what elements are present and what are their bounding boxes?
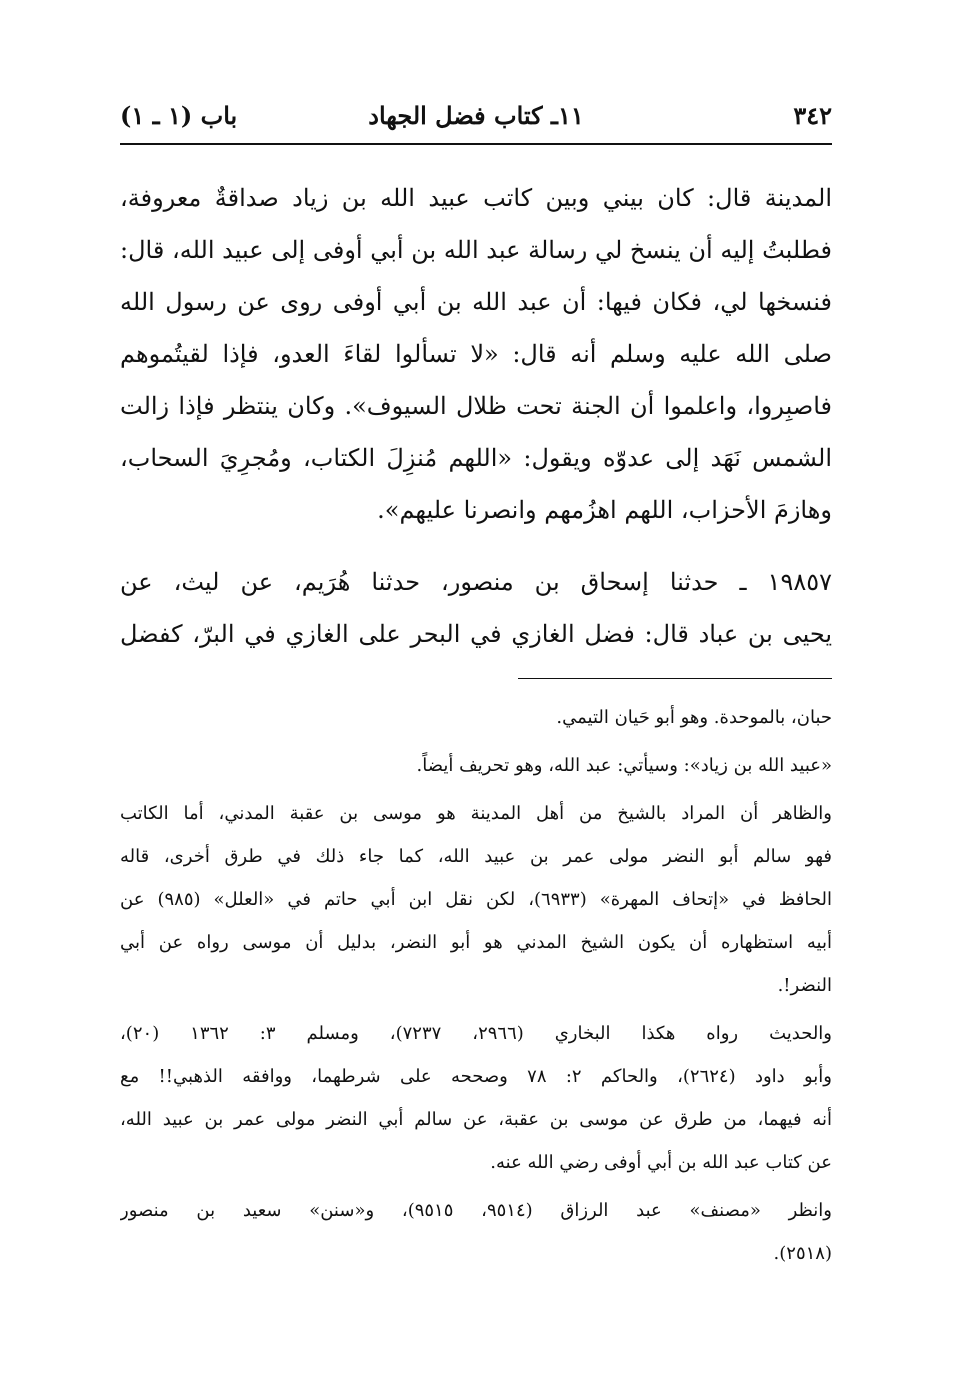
footnote-line: الحافظ في «إتحاف المهرة» (٦٩٣٣)، لكن نقل ابن أبي حاتم في «العلل» (٩٨٥) عن [120, 889, 832, 910]
book-title: ١١ـ كتاب فضل الجهاد [368, 101, 584, 130]
footnote-line: والظاهر أن المراد بالشيخ من أهل المدينة هو موسى بن عقبة المدني، أما الكاتب [120, 803, 832, 824]
footnote-3 [120, 792, 832, 1007]
text-line: يحيى بن عباد قال: فضل الغازي في البحر على الغازي في البرّ، كفضل [120, 620, 832, 648]
text-line: فاصبِروا، واعلموا أن الجنة تحت ظلال السيوف». وكان ينتظر فإذا زالت [120, 392, 832, 420]
footnote-line: «عبيد الله بن زياد»: وسيأتي: عبد الله، وهو تحريف أيضاً. [416, 755, 832, 776]
text-line: الشمس نَهَد إلى عدوّه ويقول: «اللهم مُنزِلَ الكتاب، ومُجرِيَ السحاب، [120, 444, 832, 472]
chapter-reference: باب (١ ـ ١) [120, 101, 238, 130]
footnote-line: والحديث رواه هكذا البخاري (٢٩٦٦، ٧٢٣٧)، ومسلم ٣: ١٣٦٢ (٢٠)، [120, 1023, 832, 1044]
text-line: فنسخها لي، فكان فيها: أن عبد الله بن أبي أوفى روى عن رسول الله [120, 288, 832, 316]
footnote-line: أبيه استظهاره أن يكون الشيخ المدني هو أبو النضر، بدليل أن موسى رواه عن أبي [120, 932, 832, 953]
text-line: فطلبتُ إليه أن ينسخ لي رسالة عبد الله بن أبي أوفى إلى عبيد الله، قال: [120, 236, 832, 264]
footnote-2 [120, 744, 832, 787]
footnote-line: عن كتاب عبد الله بن أبي أوفى رضي الله عنه. [490, 1152, 832, 1173]
footnote-1 [120, 696, 832, 739]
text-line: ١٩٨٥٧ ـ حدثنا إسحاق بن منصور، حدثنا هُرَيم، عن ليث، عن [120, 568, 832, 596]
footnote-line: حبان، بالموحدة. وهو أبو حَيان التيمي. [556, 707, 832, 728]
paragraph-1 [120, 172, 832, 536]
footnote-line: (٢٥١٨). [773, 1243, 832, 1264]
header-rule [120, 143, 832, 145]
footnote-line: النضر!. [777, 975, 832, 996]
running-header [120, 94, 832, 138]
footnote-rule [518, 678, 832, 679]
footnote-line: فهو سالم أبو النضر مولى عمر بن عبيد الله، كما جاء ذلك في طرق أخرى، قاله [120, 846, 832, 867]
main-text [120, 172, 832, 660]
text-line: وهازمَ الأحزاب، اللهم اهزُمهم وانصرنا عليهم». [377, 496, 832, 524]
footnote-5 [120, 1189, 832, 1275]
footnote-line: وأبو داود (٢٦٢٤)، والحاكم ٢: ٧٨ وصححه على شرطهما، ووافقه الذهبي!! مع [120, 1066, 832, 1087]
page-number: ٣٤٢ [793, 101, 832, 130]
footnote-line: وانظر «مصنف» عبد الرزاق (٩٥١٤، ٩٥١٥)، و«سنن» سعيد بن منصور [120, 1200, 832, 1221]
paragraph-hadith-19857 [120, 556, 832, 660]
footnote-4 [120, 1012, 832, 1184]
footnotes [120, 696, 832, 1280]
text-line: المدينة قال: كان بيني وبين كاتب عبيد الله بن زياد صداقةٌ معروفة، [120, 184, 832, 212]
footnote-line: أنه فيهما، من طرق عن موسى بن عقبة، عن سالم أبي النضر مولى عمر بن عبيد الله، [120, 1109, 832, 1130]
text-line: صلى الله عليه وسلم أنه قال: «لا تسألوا لقاءَ العدو، فإذا لقيتُموهم [120, 340, 832, 368]
